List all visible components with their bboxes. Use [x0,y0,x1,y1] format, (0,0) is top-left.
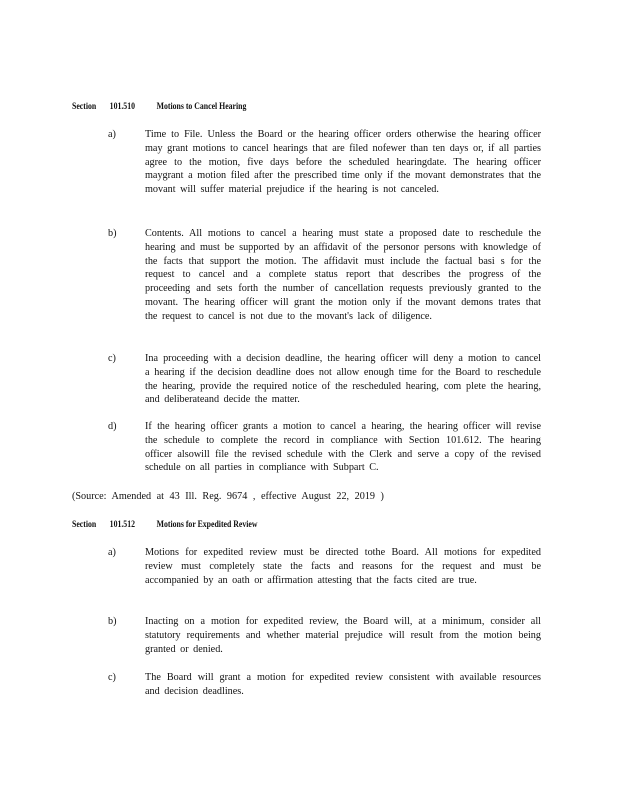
subsection-text: Motions for expedited review must be directed tothe Board. All motions for expedited review must completely state the facts and reasons for the request and must be accompanied by an oath or affirmation attesting that the facts cited are true. [145,547,541,586]
section-title: Motions for Expedited Review [156,520,258,530]
section-title: Motions to Cancel Hearing [156,102,247,112]
subsection-label: c) [108,353,116,364]
subsection-label: c) [108,672,116,683]
section-label: Section [72,520,97,530]
subsection-label: b) [108,616,117,627]
subsection-text: Time to File. Unless the Board or the hearing officer orders otherwise the hearing officer may grant motions to cancel hearings that are filed nofewer than ten days or, if all parties agree to the motion, five days before the scheduled hearingdate. The hearing officer maygrant a motion filed after the prescribed time only if the movant demonstrates that the movant will suffer material prejudice if the hearing is not canceled. [145,129,541,196]
section-number: 101.510 [109,102,135,112]
subsection-label: d) [108,421,117,432]
subsection-text: Contents. All motions to cancel a hearing must state a proposed date to reschedule the hearing and must be supported by an affidavit of the personor persons with knowledge of the facts that support the motion. The affidavit must include the factual basi s for the request to cancel and a complete status report that describes the progress of the proceeding and sets forth the number of cancellation requests previously granted to the movant. The hearing officer will grant the motion only if the movant demons trates that the request to cancel is not due to the movant's lack of diligence. [145,228,541,322]
subsection-label: a) [108,129,116,140]
subsection-label: b) [108,228,117,239]
section-heading-101-512 [72,520,258,530]
section-heading-101-510 [72,102,246,112]
subsection-text: The Board will grant a motion for expedited review consistent with available resources and decision deadlines. [145,672,541,697]
section-number: 101.512 [109,520,135,530]
subsection-text: Inacting on a motion for expedited review, the Board will, at a minimum, consider all statutory requirements and whether material prejudice will result from the motion being granted or denied. [145,616,541,655]
subsection-text: Ina proceeding with a decision deadline, the hearing officer will deny a motion to cancel a hearing if the decision deadline does not allow enough time for the Board to reschedule the hearing, provide the required notice of the rescheduled hearing, com plete the hearing, and deliberateand decide the matter. [145,353,541,406]
subsection-label: a) [108,547,116,558]
subsection-text: If the hearing officer grants a motion to cancel a hearing, the hearing officer will revise the schedule to complete the record in compliance with Section 101.612. The hearing officer alsowill file the revised schedule with the Clerk and serve a copy of the revised schedule on all parties in compliance with Subpart C. [145,421,541,474]
source-note: (Source: Amended at 43 Ill. Reg. 9674 , effective August 22, 2019 ) [72,491,384,502]
section-label: Section [72,102,97,112]
